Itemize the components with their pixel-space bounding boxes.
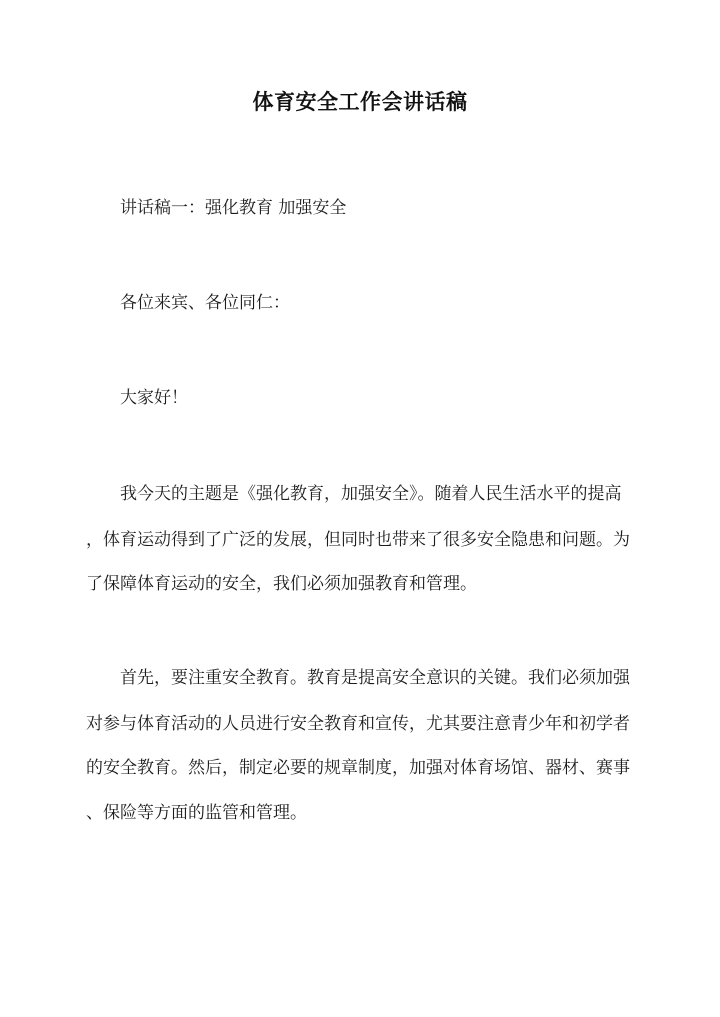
- paragraph-line: ，体育运动得到了广泛的发展，但同时也带来了很多安全隐患和问题。为: [86, 530, 630, 550]
- page-title: 体育安全工作会讲话稿: [252, 89, 468, 114]
- paragraph-line: 的安全教育。然后，制定必要的规章制度，加强对体育场馆、器材、赛事: [86, 758, 630, 778]
- paragraph-line: 、保险等方面的监管和管理。: [86, 803, 307, 823]
- speech-subtitle: 讲话稿一：强化教育 加强安全: [120, 198, 347, 218]
- greeting: 大家好！: [120, 388, 188, 408]
- paragraph-line: 首先，要注重安全教育。教育是提高安全意识的关键。我们必须加强: [120, 668, 630, 688]
- salutation: 各位来宾、各位同仁：: [120, 293, 290, 313]
- paragraph-line: 了保障体育运动的安全，我们必须加强教育和管理。: [86, 574, 477, 594]
- paragraph-line: 我今天的主题是《强化教育，加强安全》。随着人民生活水平的提高: [120, 484, 622, 504]
- paragraph-line: 对参与体育活动的人员进行安全教育和宣传，尤其要注意青少年和初学者: [86, 714, 630, 734]
